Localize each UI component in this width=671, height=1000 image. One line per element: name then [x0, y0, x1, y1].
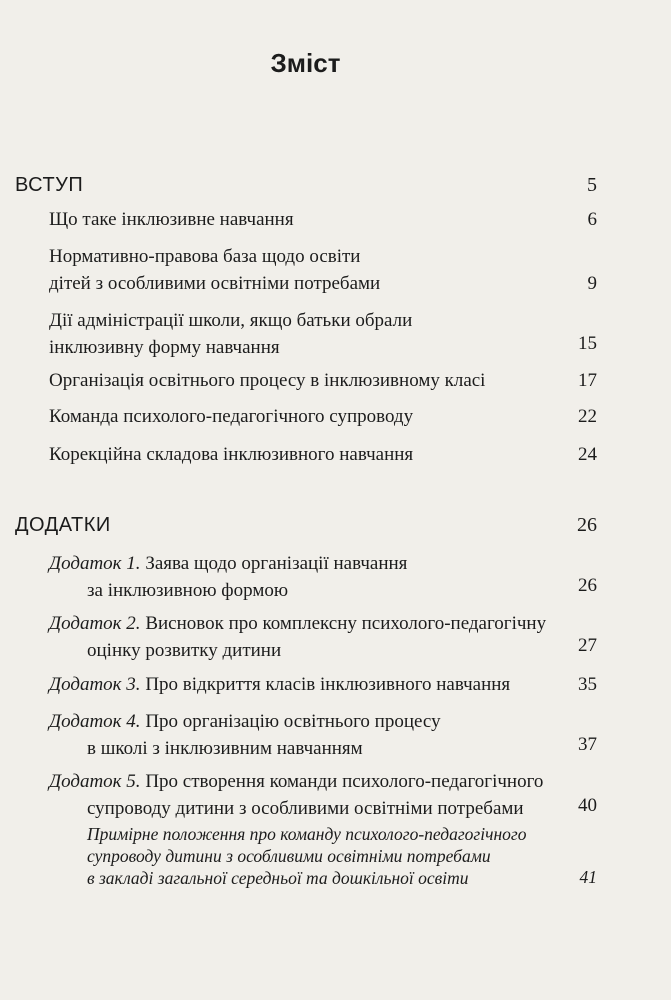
toc-page-number: 37 [578, 734, 597, 755]
toc-entry-line: інклюзивну форму навчання [49, 337, 280, 358]
appendix-prefix: Додаток 3. [49, 674, 141, 695]
toc-entry-line [49, 671, 579, 698]
toc-entry-appendix-2[interactable] [49, 610, 584, 664]
toc-page-number: 41 [579, 867, 597, 887]
appendix-prefix: Додаток 5. [49, 771, 141, 792]
page-title: Зміст [270, 48, 341, 78]
toc-entry-line [49, 768, 594, 795]
toc-entry-appendix-1[interactable] [49, 550, 579, 604]
toc-page-number: 27 [578, 635, 597, 656]
toc-page-number: 22 [578, 406, 597, 427]
toc-entry-line: супроводу дитини з особливими освітніми потребами [87, 798, 524, 819]
toc-page-number: 40 [578, 795, 597, 816]
toc-entry[interactable] [49, 367, 569, 394]
toc-subentry-line: Примірне положення про команду психолого-педагогічного [87, 824, 527, 844]
toc-page-number: 6 [587, 209, 597, 230]
section-page-number: 5 [587, 174, 597, 196]
toc-page-number: 35 [578, 674, 597, 695]
toc-entry-line: Організація освітнього процесу в інклюзивному класі [49, 370, 486, 391]
appendix-title: Про відкриття класів інклюзивного навчання [140, 674, 511, 695]
toc-entry-line [49, 708, 579, 735]
toc-page-number: 9 [587, 273, 597, 294]
toc-entry-line: Корекційна складова інклюзивного навчання [49, 444, 414, 465]
toc-entry-appendix-3[interactable] [49, 671, 579, 698]
toc-entry-line: в школі з інклюзивним навчанням [87, 738, 363, 759]
toc-entry-line: Що таке інклюзивне навчання [49, 209, 294, 230]
toc-entry-line: за інклюзивною формою [87, 580, 289, 601]
toc-subentry-line: в закладі загальної середньої та дошкільної освіти [87, 868, 469, 888]
toc-entry[interactable] [49, 307, 569, 361]
appendix-prefix: Додаток 2. [49, 613, 141, 634]
toc-page-number: 17 [578, 370, 597, 391]
toc-page-number: 24 [578, 444, 597, 465]
section-heading-vstup: ВСТУП [15, 174, 84, 196]
toc-page-number: 15 [578, 333, 597, 354]
toc-page-number: 26 [578, 575, 597, 596]
toc-entry-line: Команда психолого-педагогічного супроводу [49, 406, 414, 427]
appendix-title: Про створення команди психолого-педагогічного [140, 771, 544, 792]
toc-entry[interactable] [49, 206, 569, 233]
toc-entry-line: оцінку розвитку дитини [87, 640, 282, 661]
toc-entry[interactable] [49, 403, 569, 430]
toc-subentry[interactable] [87, 823, 577, 889]
section-heading-dodatky: ДОДАТКИ [15, 514, 111, 536]
toc-entry[interactable] [49, 441, 569, 468]
toc-entry-appendix-4[interactable] [49, 708, 579, 762]
toc-entry-line: Нормативно-правова база щодо освіти [49, 246, 361, 267]
appendix-prefix: Додаток 1. [49, 553, 141, 574]
appendix-title: Висновок про комплексну психолого-педагогічну [140, 613, 547, 634]
appendix-title: Заява щодо організації навчання [140, 553, 408, 574]
appendix-title: Про організацію освітнього процесу [140, 711, 441, 732]
toc-entry-line [49, 610, 584, 637]
appendix-prefix: Додаток 4. [49, 711, 141, 732]
toc-entry-line [49, 550, 579, 577]
section-page-number: 26 [577, 514, 597, 536]
toc-entry-line: дітей з особливими освітніми потребами [49, 273, 381, 294]
toc-entry-appendix-5[interactable] [49, 768, 594, 822]
toc-entry[interactable] [49, 243, 569, 297]
toc-subentry-line: супроводу дитини з особливими освітніми потребами [87, 846, 491, 866]
toc-entry-line: Дії адміністрації школи, якщо батьки обрали [49, 310, 413, 331]
